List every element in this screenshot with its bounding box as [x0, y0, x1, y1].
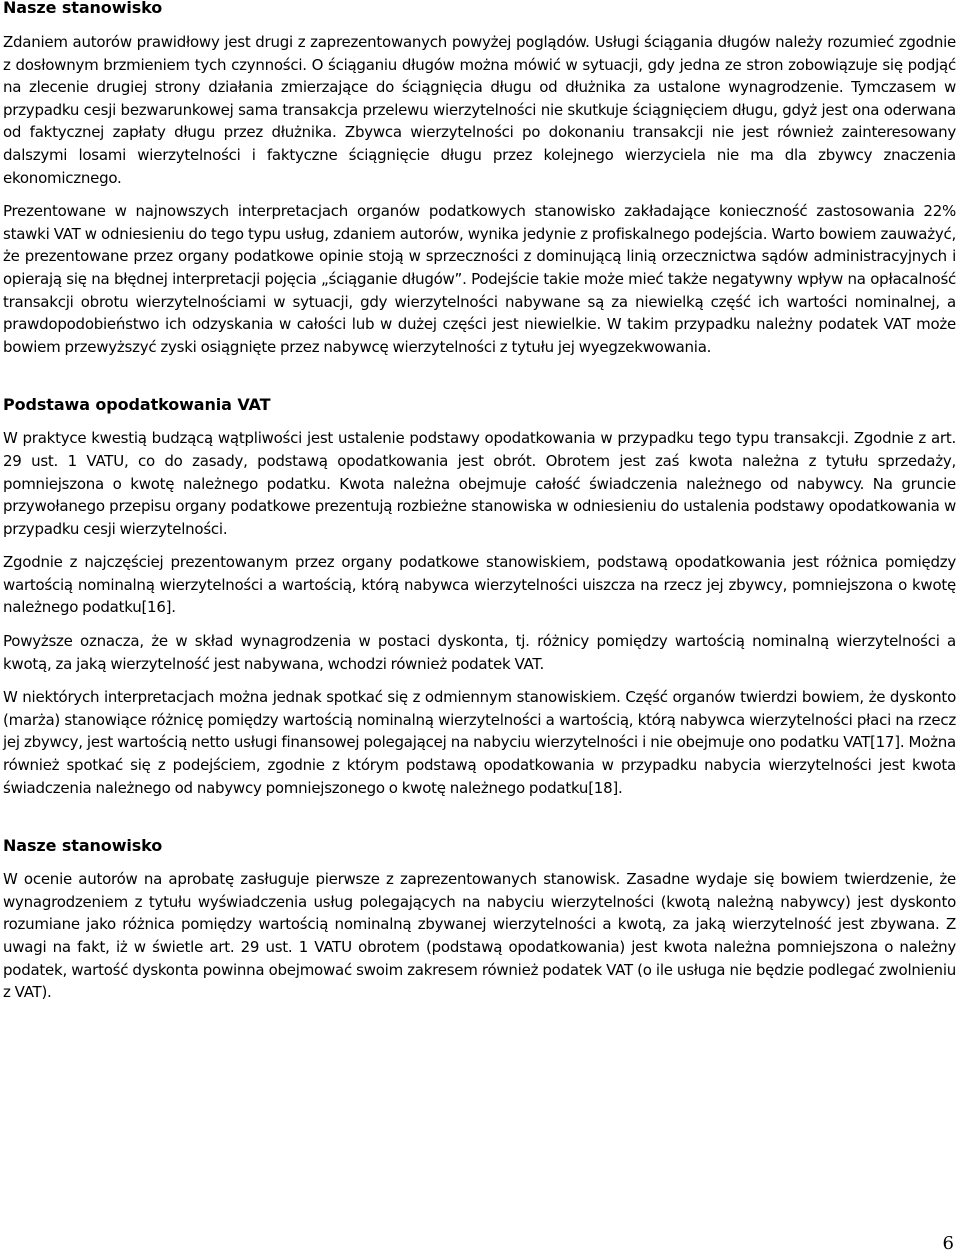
document-page: [3, 0, 956, 1004]
paragraph: W praktyce kwestią budzącą wątpliwości jest ustalenie podstawy opodatkowania w przypadku tego typu transakcji. Zgodnie z art. 29 ust. 1 VATU, co do zasady, podstawą opodatkowania jest obrót. Obrotem jest zaś kwota należna z tytułu sprzedaży, pomniejszona o kwotę należnego podatku. Kwota należna obejmuje całość świadczenia należnego od nabywcy. Na gruncie przywołanego przepisu organy podatkowe prezentują rozbieżne stanowiska w odniesieniu do ustalenia podstawy opodatkowania w przypadku cesji wierzytelności.: [3, 429, 956, 538]
paragraph: Powyższe oznacza, że w skład wynagrodzenia w postaci dyskonta, tj. różnicy pomiędzy wartością nominalną wierzytelności a kwotą, za jaką wierzytelność jest nabywana, wchodzi również podatek VAT.: [3, 632, 956, 673]
paragraph: W niektórych interpretacjach można jednak spotkać się z odmiennym stanowiskiem. Część organów twierdzi bowiem, że dyskonto (marża) stanowiące różnicę pomiędzy wartością nominalną wierzytelności a wartością, którą nabywca wierzytelności płaci na rzecz jej zbywcy, jest wartością netto usługi finansowej polegającej na nabyciu wierzytelności i nie obejmuje ono podatku VAT[17]. Można również spotkać się z podejściem, zgodnie z którym podstawą opodatkowania w przypadku nabycia wierzytelności jest kwota świadczenia należnego od nabywcy pomniejszonego o kwotę należnego podatku[18].: [3, 688, 956, 797]
section-heading: Podstawa opodatkowania VAT: [3, 395, 271, 415]
paragraph: Zgodnie z najczęściej prezentowanym przez organy podatkowe stanowiskiem, podstawą opodatkowania jest różnica pomiędzy wartością nominalną wierzytelności a wartością, którą nabywca wierzytelności uiszcza na rzecz jej zbywcy, pomniejszona o kwotę należnego podatku[16].: [3, 553, 956, 617]
paragraph: W ocenie autorów na aprobatę zasługuje pierwsze z zaprezentowanych stanowisk. Zasadne wydaje się bowiem twierdzenie, że wynagrodzeniem z tytułu wyświadczenia usług polegających na nabyciu wierzytelności (kwotą należną nabywcy) jest dyskonto rozumiane jako różnica pomiędzy wartością nominalną zbywanej wierzytelności a kwotą, za jaką wierzytelność jest zbywana. Z uwagi na fakt, iż w świetle art. 29 ust. 1 VATU obrotem (podstawą opodatkowania) jest kwota należna pomniejszona o należny podatek, wartość dyskonta powinna obejmować swoim zakresem również podatek VAT (o ile usługa nie będzie podlegać zwolnieniu z VAT).: [3, 870, 956, 1002]
section-heading: Nasze stanowisko: [3, 836, 163, 856]
page-number: 6: [942, 1233, 954, 1254]
paragraph: Zdaniem autorów prawidłowy jest drugi z zaprezentowanych powyżej poglądów. Usługi ściągania długów należy rozumieć zgodnie z dosłownym brzmieniem tych czynności. O ściąganiu długów można mówić w sytuacji, gdy jedna ze stron zobowiązuje się podjąć na zlecenie drugiej strony działania zmierzające do ściągnięcia długu od dłużnika za ustalone wynagrodzenie. Tymczasem w przypadku cesji bezwarunkowej sama transakcja przelewu wierzytelności nie skutkuje ściągnięciem długu, gdyż jest ona oderwana od faktycznej zapłaty długu przez dłużnika. Zbywca wierzytelności po dokonaniu transakcji nie jest również zainteresowany dalszymi losami wierzytelności i faktyczne ściągnięcie długu przez kolejnego wierzyciela nie ma dla zbywcy znaczenia ekonomicznego.: [3, 33, 956, 187]
paragraph: Prezentowane w najnowszych interpretacjach organów podatkowych stanowisko zakładające konieczność zastosowania 22% stawki VAT w odniesieniu do tego typu usług, zdaniem autorów, wynika jedynie z profiskalnego podejścia. Warto bowiem zauważyć, że prezentowane przez organy podatkowe opinie stoją w sprzeczności z dominującą linią orzecznictwa sądów administracyjnych i opierają się na błędnej interpretacji pojęcia „ściąganie długów”. Podejście takie może mieć także negatywny wpływ na opłacalność transakcji obrotu wierzytelnościami w sytuacji, gdy wierzytelności nabywane są za niewielką część ich wartości nominalnej, a prawdopodobieństwo ich odzyskania w całości lub w dużej części jest niewielkie. W takim przypadku należny podatek VAT może bowiem przewyższyć zyski osiągnięte przez nabywcę wierzytelności z tytułu jej wyegzekwowania.: [3, 202, 956, 356]
section-heading: Nasze stanowisko: [3, 0, 163, 17]
